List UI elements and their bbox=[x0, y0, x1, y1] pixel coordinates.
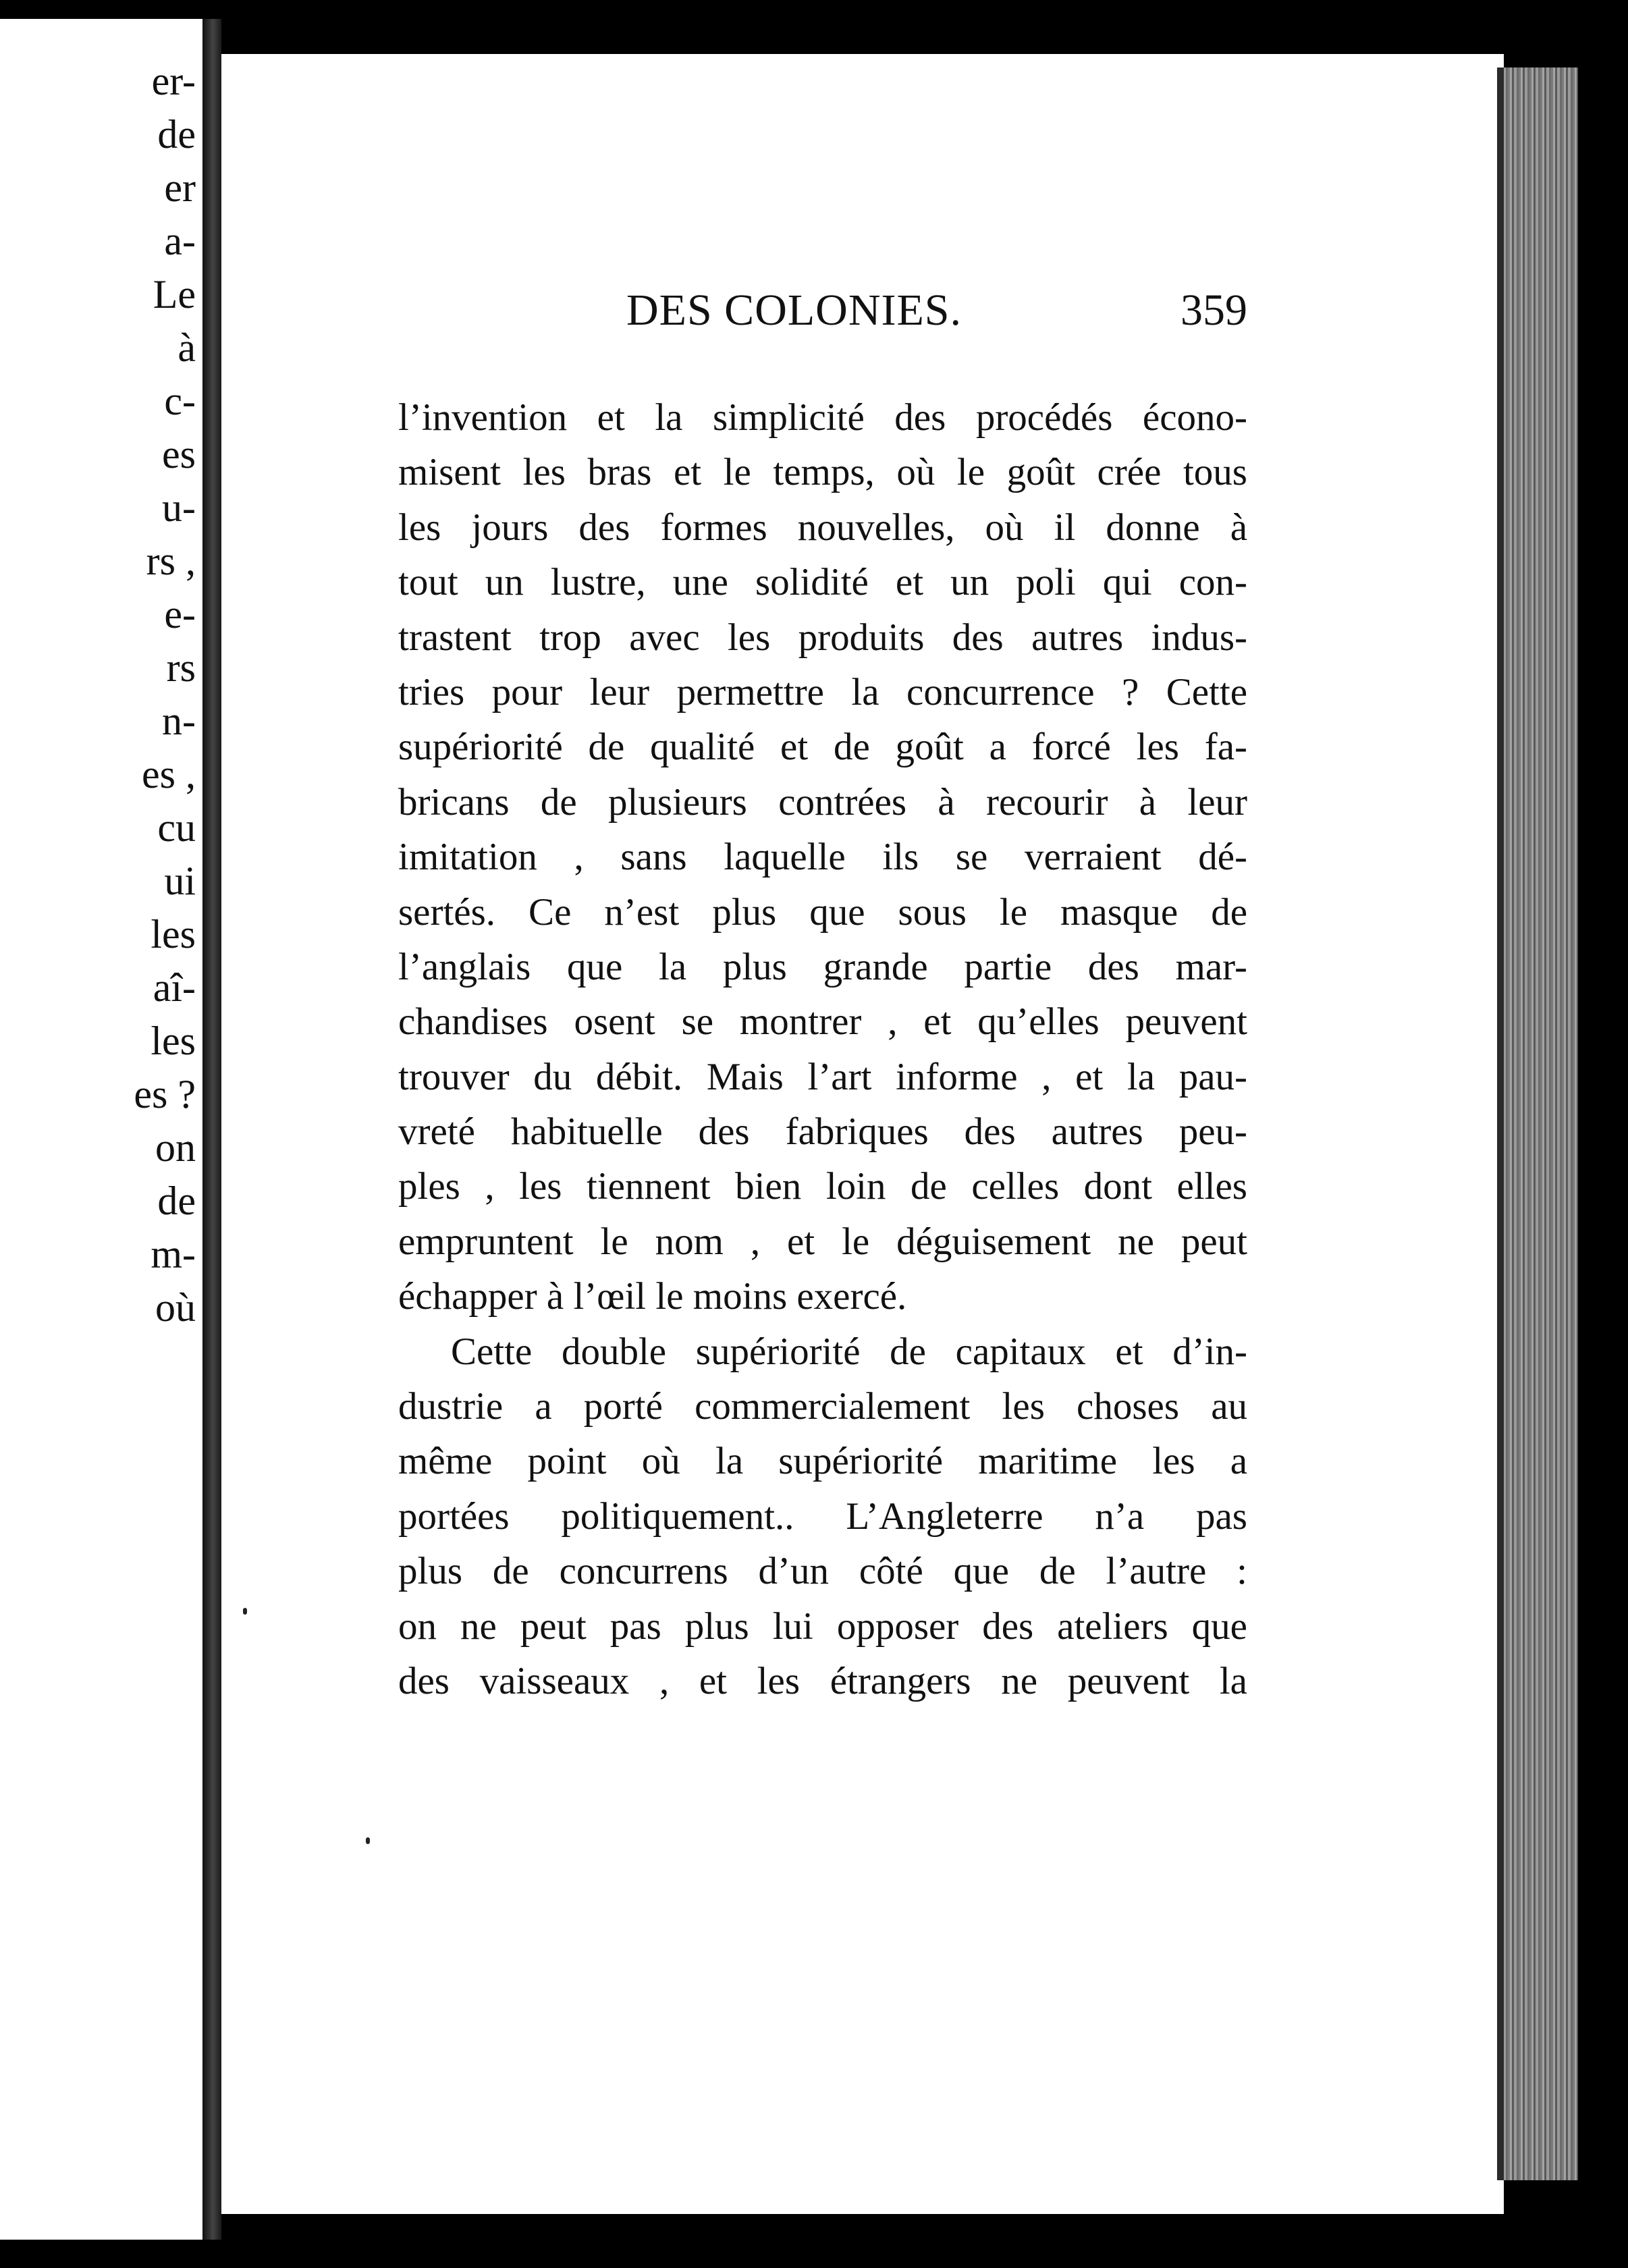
text-line: ples , les tiennent bien loin de celles dont elles bbox=[398, 1165, 1247, 1208]
text-line: tries pour leur permettre la concurrence ? Cette bbox=[398, 670, 1247, 713]
text-line: misent les bras et le temps, où le goût crée tous bbox=[398, 451, 1247, 494]
text-line: les jours des formes nouvelles, où il donne à bbox=[398, 506, 1247, 549]
left-page-line: cu bbox=[157, 805, 196, 850]
text-line: sertés. Ce n’est plus que sous le masque de bbox=[398, 890, 1247, 934]
left-page-line: les bbox=[151, 912, 196, 956]
left-page-line: rs bbox=[166, 645, 196, 690]
left-facing-page bbox=[0, 19, 202, 2240]
left-page-line: es bbox=[162, 432, 196, 477]
left-page-line: de bbox=[157, 112, 196, 157]
left-page-line: er- bbox=[151, 59, 196, 103]
page-edge-stack bbox=[1497, 68, 1578, 2180]
left-page-line: n- bbox=[162, 699, 196, 743]
text-line: portées politiquement.. L’Angleterre n’a pas bbox=[398, 1494, 1247, 1538]
text-line: supériorité de qualité et de goût a forcé les fa- bbox=[398, 726, 1247, 769]
text-line: trastent trop avec les produits des autres indus- bbox=[398, 616, 1247, 659]
paper-speck bbox=[243, 1608, 247, 1615]
text-line: empruntent le nom , et le déguisement ne peut bbox=[398, 1220, 1247, 1263]
text-line: on ne peut pas plus lui opposer des ateliers que bbox=[398, 1604, 1247, 1648]
text-line: plus de concurrens d’un côté que de l’autre : bbox=[398, 1550, 1247, 1593]
paragraph-2 bbox=[398, 1324, 1247, 1709]
left-page-line: m- bbox=[151, 1232, 196, 1276]
left-page-line: à bbox=[178, 325, 196, 370]
page-header bbox=[397, 258, 1247, 346]
text-line: trouver du débit. Mais l’art informe , et la pau- bbox=[398, 1055, 1247, 1098]
left-page-line: où bbox=[155, 1285, 196, 1330]
left-page-line: er bbox=[164, 165, 196, 210]
paragraph-1 bbox=[398, 390, 1247, 1324]
text-line: bricans de plusieurs contrées à recourir à leur bbox=[398, 780, 1247, 824]
left-page-line: aî- bbox=[153, 965, 196, 1010]
left-page-line: es ? bbox=[134, 1072, 196, 1116]
text-line: tout un lustre, une solidité et un poli qui con- bbox=[398, 561, 1247, 604]
text-line: l’anglais que la plus grande partie des mar- bbox=[398, 945, 1247, 988]
text-line: des vaisseaux , et les étrangers ne peuvent la bbox=[398, 1659, 1247, 1702]
left-page-line: de bbox=[157, 1179, 196, 1223]
body-text bbox=[398, 390, 1247, 1708]
text-line: même point où la supériorité maritime les a bbox=[398, 1440, 1247, 1483]
text-line: imitation , sans laquelle ils se verraient dé- bbox=[398, 836, 1247, 879]
left-page-line: rs , bbox=[146, 539, 196, 583]
left-page-line: c- bbox=[164, 379, 196, 423]
left-page-line: ui bbox=[164, 859, 196, 903]
left-page-line: es , bbox=[142, 752, 196, 796]
text-line: Cette double supériorité de capitaux et d’in- bbox=[451, 1330, 1247, 1373]
left-page-line: a- bbox=[164, 219, 196, 263]
left-page-line: on bbox=[155, 1125, 196, 1170]
page-number: 359 bbox=[1181, 286, 1247, 335]
left-page-line: e- bbox=[164, 592, 196, 637]
text-line: l’invention et la simplicité des procédés écono- bbox=[398, 396, 1247, 439]
left-page-line: Le bbox=[153, 272, 196, 317]
text-line: chandises osent se montrer , et qu’elles peuvent bbox=[398, 1000, 1247, 1044]
text-line: vreté habituelle des fabriques des autres peu- bbox=[398, 1110, 1247, 1154]
paper-speck bbox=[366, 1837, 370, 1844]
left-page-line: les bbox=[151, 1019, 196, 1063]
text-line: dustrie a porté commercialement les choses au bbox=[398, 1385, 1247, 1428]
text-line: échapper à l’œil le moins exercé. bbox=[398, 1275, 907, 1318]
left-page-line: u- bbox=[162, 485, 196, 530]
running-title: DES COLONIES. bbox=[626, 286, 962, 335]
book-gutter bbox=[202, 19, 221, 2240]
